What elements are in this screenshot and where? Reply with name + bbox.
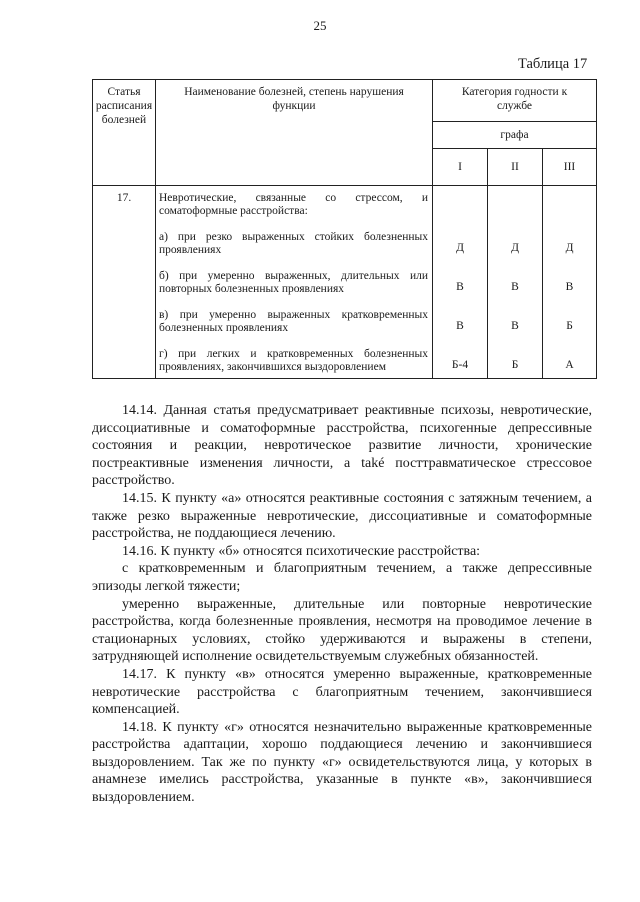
header-disease-name: Наименование болезней, степень нарушения функции <box>156 80 433 186</box>
grade-cell <box>433 192 487 218</box>
header-fitness-category: Категория годности к службе <box>433 80 597 122</box>
disease-heading: Невротические, связанные со стрессом, и соматоформные расстройства: <box>159 192 428 217</box>
row-article-number: 17. <box>93 186 156 379</box>
table-caption: Таблица 17 <box>518 56 588 72</box>
grade-cell: В <box>456 281 464 293</box>
disease-item-v: в) при умеренно выраженных кратковременных болезненных проявлениях <box>159 309 428 334</box>
header-column-3: III <box>543 149 597 186</box>
table-row <box>93 186 597 379</box>
grade-cell: В <box>511 320 519 332</box>
paragraph-14-16-item-2: умеренно выраженные, длительные или повторные невротические расстройства, когда болезненные проявления, несмотря на проводимое лечение в стационарных условиях, стойко удерживаются и выражены в степени, затрудняющей исполнение освидетельствуемым служебных обязанностей. <box>92 596 592 665</box>
header-column-group: графа <box>433 122 597 149</box>
header-column-1: I <box>433 149 488 186</box>
header-column-2: II <box>488 149 543 186</box>
grade-cell: Д <box>456 242 464 254</box>
grade-cell <box>543 192 596 218</box>
grade-cell: Б <box>511 359 519 371</box>
grade-cell: Б <box>566 320 573 332</box>
article-commentary <box>92 402 592 807</box>
grade-cell: В <box>456 320 464 332</box>
disease-item-b: б) при умеренно выраженных, длительных или повторных болезненных проявлениях <box>159 270 428 295</box>
grade-cell: А <box>565 359 574 371</box>
disease-schedule-table <box>92 79 597 379</box>
paragraph-14-15: 14.15. К пункту «а» относятся реактивные состояния с затяжным течением, а также резко выраженные невротические, диссоциативные и соматоформные расстройства, не поддающиеся лечению. <box>92 490 592 542</box>
disease-item-a: а) при резко выраженных стойких болезненных проявлениях <box>159 231 428 256</box>
paragraph-14-16-item-1: с кратковременным и благоприятным течением, а также депрессивные эпизоды легкой тяжести; <box>92 561 592 594</box>
grade-cell: Д <box>565 242 574 254</box>
row-disease-items <box>156 186 433 379</box>
grade-cell <box>488 192 542 218</box>
header-article: Статья расписания болезней <box>93 80 156 186</box>
grade-cell: В <box>511 281 519 293</box>
column-2-grades <box>488 186 543 379</box>
column-1-grades <box>433 186 488 379</box>
paragraph-14-18: 14.18. К пункту «г» относятся незначительно выраженные кратковременные расстройства адаптации, хорошо поддающиеся лечению и закончившиеся выздоровлением. Так же по пункту «г» освидетельствуются лица, у которых в анамнезе имелись расстройства, указанные в пункте «в», закончившиеся выздоровлением. <box>92 719 592 806</box>
grade-cell: Д <box>511 242 519 254</box>
paragraph-14-17: 14.17. К пункту «в» относятся умеренно выраженные, кратковременные невротические расстройства с благоприятным течением, закончившиеся компенсацией. <box>92 666 592 718</box>
column-3-grades <box>543 186 597 379</box>
paragraph-14-16: 14.16. К пункту «б» относятся психотические расстройства: <box>122 543 481 559</box>
grade-cell: Б-4 <box>451 359 469 371</box>
grade-cell: В <box>565 281 574 293</box>
disease-item-g: г) при легких и кратковременных болезненных проявлениях, закончившихся выздоровлением <box>159 348 428 373</box>
page-number: 25 <box>313 18 327 33</box>
paragraph-14-14: 14.14. Данная статья предусматривает реактивные психозы, невротические, диссоциативные и соматоформные расстройства, психогенные депрессивные состояния и реакции, невротическое развитие личности, хронические постреактивные изменения личности, а také посттравматическое стрессовое расстройство. <box>92 403 592 489</box>
